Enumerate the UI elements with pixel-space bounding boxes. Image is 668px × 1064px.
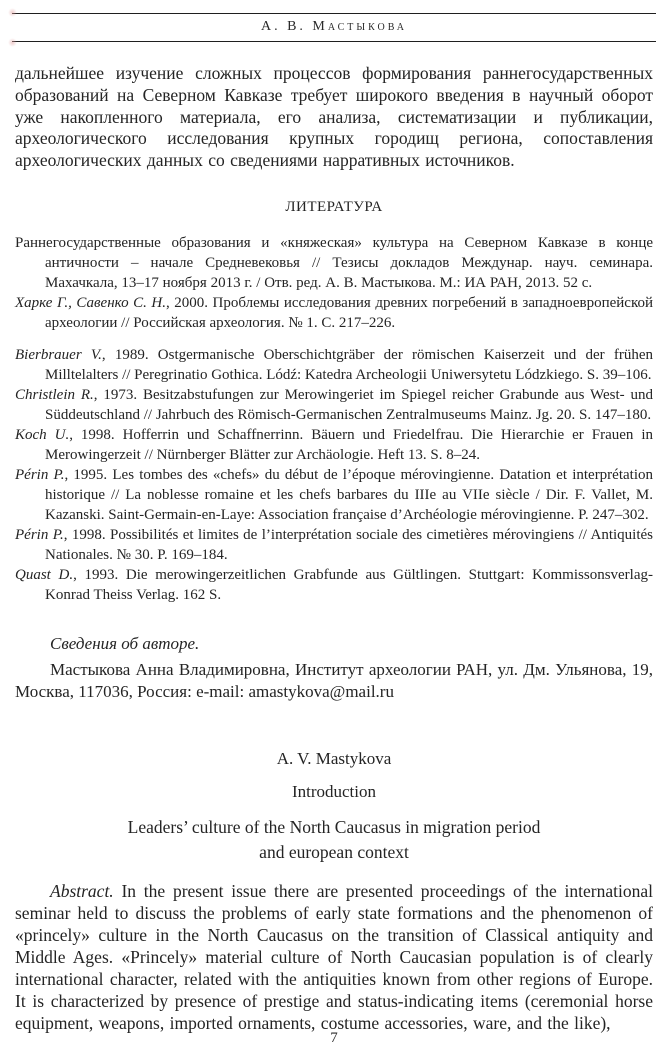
english-author: A. V. Mastykova [276, 748, 392, 768]
page-header [12, 13, 656, 42]
english-title-line2: and european context [259, 841, 409, 862]
literature-entry-text: , 1998. Hofferrin und Schaffnerrinn. Bäuern und Friedelfrau. Die Hierarchie er Frauen in Merowingerzeit // Nürnberger Blätter zur Archäologie. Heft 13. S. 8–24. [45, 426, 653, 463]
scan-artifact [8, 38, 17, 47]
literature-entry-text: , 1973. Besitzabstufungen zur Merowingeriet im Spiegel reicher Grabunde aus West- und Süddeutschland // Jahrbuch des Römisch-Germanischen Zentralmuseums Mainz. Jg. 20. S. 147–180. [45, 386, 653, 423]
running-head-author: А. В. Мастыкова [260, 19, 408, 34]
literature-list [15, 233, 653, 605]
abstract-paragraph [15, 880, 653, 1034]
about-author-section [15, 633, 653, 703]
document-page [0, 13, 668, 1064]
english-section-heading: Introduction [291, 781, 377, 801]
about-author-label: Сведения об авторе. [50, 633, 200, 653]
literature-entry [15, 345, 653, 385]
literature-entry-authors: Quast D. [15, 566, 74, 583]
page-footer [0, 1030, 668, 1047]
abstract-label: Abstract. [50, 880, 114, 901]
intro-paragraph: дальнейшее изучение сложных процессов формирования раннегосударственных образований на Северном Кавказе требует широкого введения в научный оборот уже накопленного материала, его анализа, систематизации и публикации, археологического исследования крупных городищ региона, сопоставления археологических данных со сведениями нарративных источников. [15, 63, 653, 171]
literature-entry-authors: Koch U. [15, 426, 70, 443]
page-number: 7 [330, 1030, 338, 1046]
literature-entry-authors: Périn P. [15, 466, 65, 483]
literature-entry [15, 385, 653, 425]
literature-entry [15, 425, 653, 465]
about-author-text: Мастыкова Анна Владимировна, Институт археологии РАН, ул. Дм. Ульянова, 19, Москва, 117036, Россия: e-mail: amastykova@mail.ru [15, 659, 653, 701]
literature-entry [15, 465, 653, 525]
literature-entry-text: Раннегосударственные образования и «княжеская» культура на Северном Кавказе в конце античности – начале Средневековья // Тезисы докладов Междунар. науч. семинара. Махачкала, 13–17 ноября 2013 г. / Отв. ред. А. В. Мастыкова. М.: ИА РАН, 2013. 52 с. [15, 234, 653, 291]
literature-entry-text: , 1998. Possibilités et limites de l’interprétation sociale des cimetières mérovingiens // Antiquités Nationales. № 30. P. 169–184. [45, 526, 653, 563]
literature-entry [15, 565, 653, 605]
literature-entry-text: , 1993. Die merowingerzeitlichen Grabfunde aus Gültlingen. Stuttgart: Kommissonsverlag-Konrad Theiss Verlag. 162 S. [45, 566, 653, 603]
literature-entry-authors: Харке Г., Савенко С. Н. [15, 294, 166, 311]
literature-entry-authors: Christlein R. [15, 386, 94, 403]
scan-artifact [8, 8, 17, 17]
literature-entry-text: , 1989. Ostgermanische Oberschichtgräber der römischen Kaiserzeit und der frühen Milltelalters // Peregrinatio Gothica. Lódź: Katedra Archeologii Uniwersytetu Lódzkiego. S. 39–106. [45, 346, 653, 383]
literature-entry [15, 233, 653, 293]
english-summary-section [15, 749, 653, 1034]
english-title-line1: Leaders’ culture of the North Caucasus in migration period [127, 816, 541, 837]
literature-entry-text: , 2000. Проблемы исследования древних погребений в западноевропейской археологии // Российская археология. № 1. С. 217–226. [45, 294, 653, 331]
literature-entry [15, 293, 653, 333]
literature-entry-text: , 1995. Les tombes des «chefs» du début de l’époque mérovingienne. Datation et interprétation historique // La noblesse romaine et les chefs barbares du IIIe au VIIe siècle / Dir. F. Vallet, M. Kazanski. Saint-Germain-en-Laye: Association française d’Archéologie mérovingienne. P. 247–302. [45, 466, 653, 523]
literature-entry-authors: Bierbrauer V. [15, 346, 102, 363]
literature-entry-authors: Périn P. [15, 526, 64, 543]
abstract-text: In the present issue there are presented proceedings of the international seminar held to discuss the problems of early state formations and the phenomenon of «princely» culture in the North Caucasus on the transition of Classical antiquity and Middle Ages. «Princely» material culture of North Caucasian population is of clearly international character, related with the antiquities known from other regions of Europe. It is characterized by presence of prestige and status-indicating items (ceremonial horse equipment, weapons, imported ornaments, costume accessories, ware, and the like), [15, 880, 653, 1033]
literature-entry [15, 525, 653, 565]
literature-heading: ЛИТЕРАТУРА [285, 198, 383, 215]
english-title [15, 815, 653, 865]
